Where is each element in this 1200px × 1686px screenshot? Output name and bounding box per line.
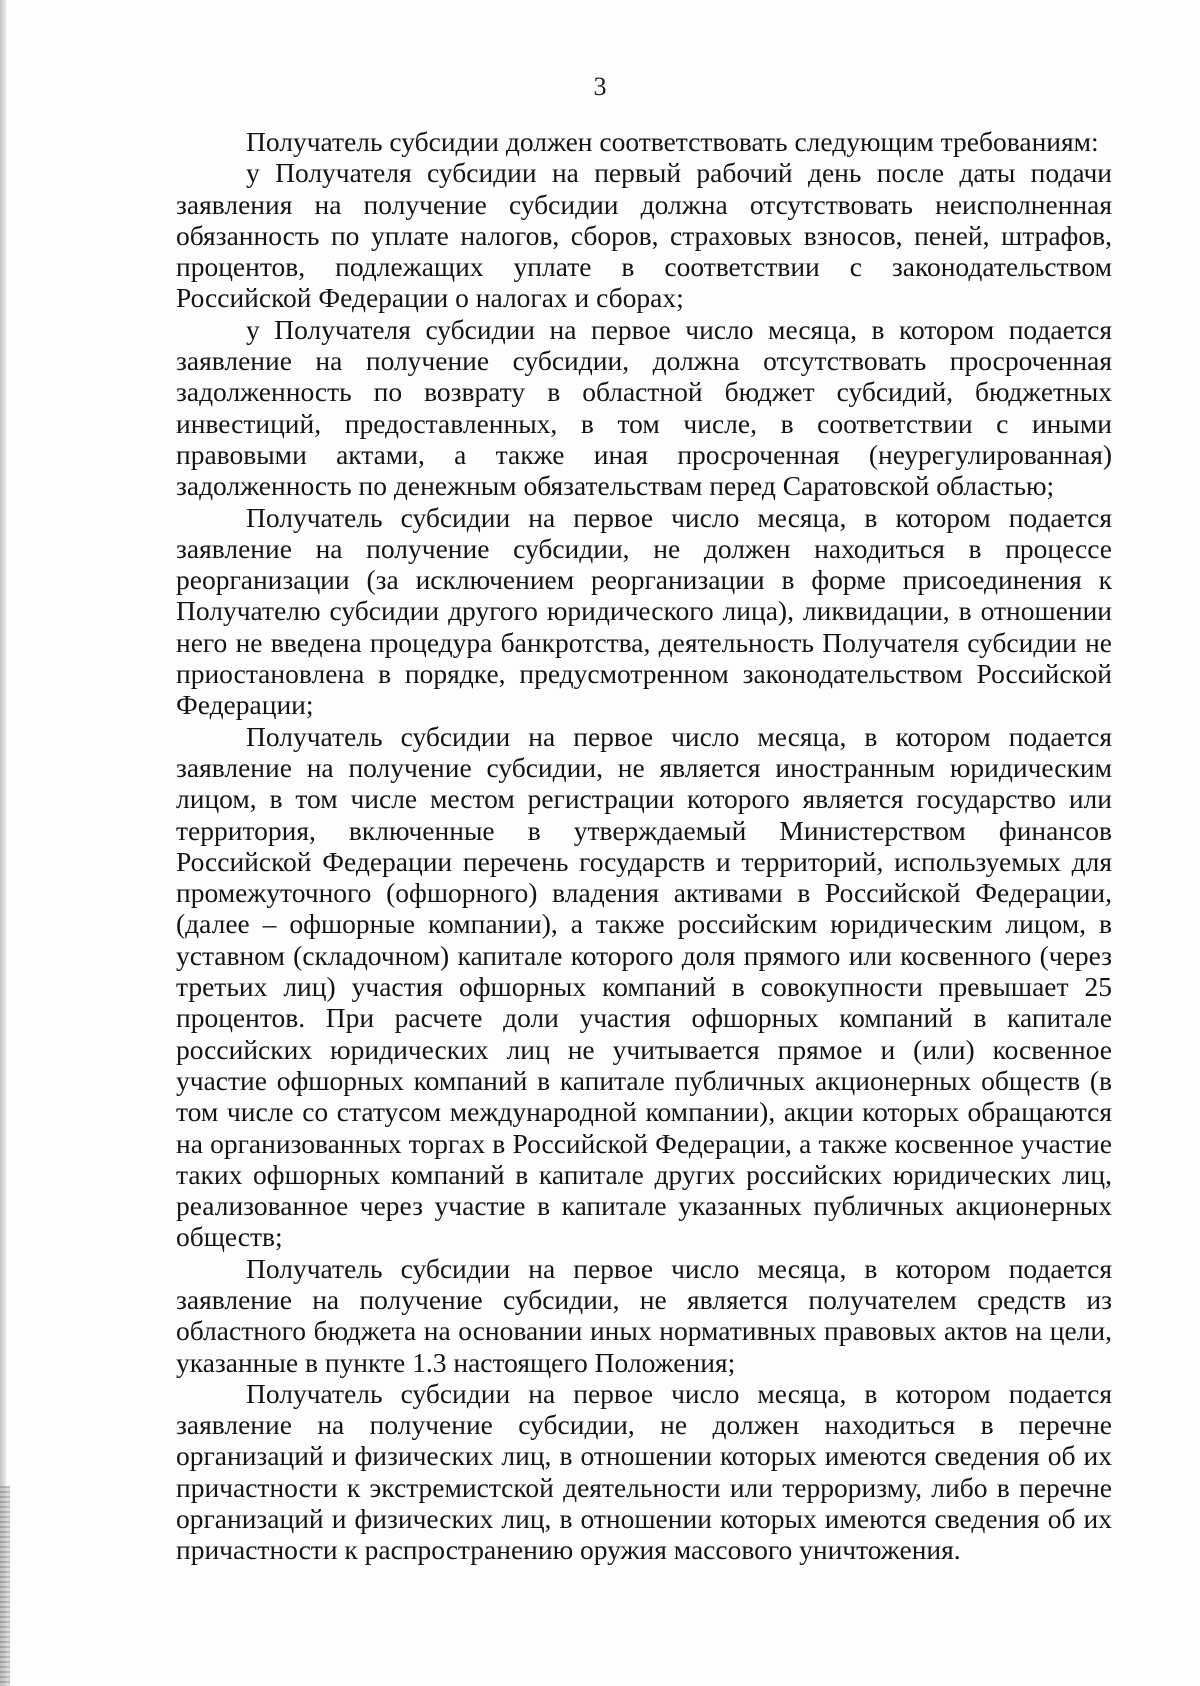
paragraph-offshore-companies: Получатель субсидии на первое число месяца, в котором подается заявление на получение субсидии, не является иностранным юридическим лицом, в том числе местом регистрации которого является государство или территория, включенные в утверждаемый Министерством финансов Российской Федерации перечень государств и территорий, используемых для промежуточного (офшорного) владения активами в Российской Федерации, (далее – офшорные компании), а также российским юридическим лицом, в уставном (складочном) капитале которого доля прямого или косвенного (через третьих лиц) участия офшорных компаний в совокупности превышает 25 процентов. При расчете доли участия офшорных компаний в капитале российских юридических лиц не учитывается прямое и (или) косвенное участие офшорных компаний в капитале публичных акционерных обществ (в том числе со статусом международной компании), акции которых обращаются на организованных торгах в Российской Федерации, а также косвенное участие таких офшорных компаний в капитале других российских юридических лиц, реализованное через участие в капитале указанных публичных акционерных обществ; [176, 720, 1112, 1253]
paragraph-reorganization: Получатель субсидии на первое число месяца, в котором подается заявление на получение субсидии, не должен находиться в процессе реорганизации (за исключением реорганизации в форме присоединения к Получателю субсидии другого юридического лица), ликвидации, в отношении него не введена процедура банкротства, деятельность Получателя субсидии не приостановлена в порядке, предусмотренном законодательством Российской Федерации; [176, 501, 1112, 721]
paragraph-requirements-intro: Получатель субсидии должен соответствовать следующим требованиям: [246, 126, 1099, 157]
paragraph-tax-obligations: у Получателя субсидии на первый рабочий день после даты подачи заявления на получение субсидии должна отсутствовать неисполненная обязанность по уплате налогов, сборов, страховых взносов, пеней, штрафов, процентов, подлежащих уплате в соответствии с законодательством Российской Федерации о налогах и сборах; [176, 157, 1112, 314]
paragraph-overdue-debt: у Получателя субсидии на первое число месяца, в котором подается заявление на получение субсидии, должна отсутствовать просроченная задолженность по возврату в областной бюджет субсидий, бюджетных инвестиций, предоставленных, в том числе, в соответствии с иными правовыми актами, а также иная просроченная (неурегулированная) задолженность по денежным обязательствам перед Саратовской областью; [176, 313, 1112, 502]
paragraph-other-funding: Получатель субсидии на первое число месяца, в котором подается заявление на получение субсидии, не является получателем средств из областного бюджета на основании иных нормативных правовых актов на цели, указанные в пункте 1.3 настоящего Положения; [176, 1252, 1112, 1378]
page-number: 3 [593, 72, 607, 101]
scan-edge-artifact [0, 1486, 10, 1686]
paragraph-extremism-list: Получатель субсидии на первое число месяца, в котором подается заявление на получение субсидии, не должен находиться в перечне организаций и физических лиц, в отношении которых имеются сведения об их причастности к экстремистской деятельности или терроризму, либо в перечне организаций и физических лиц, в отношении которых имеются сведения об их причастности к распространению оружия массового уничтожения. [176, 1377, 1112, 1566]
scan-edge [0, 0, 6, 1686]
document-body [176, 126, 1112, 1566]
